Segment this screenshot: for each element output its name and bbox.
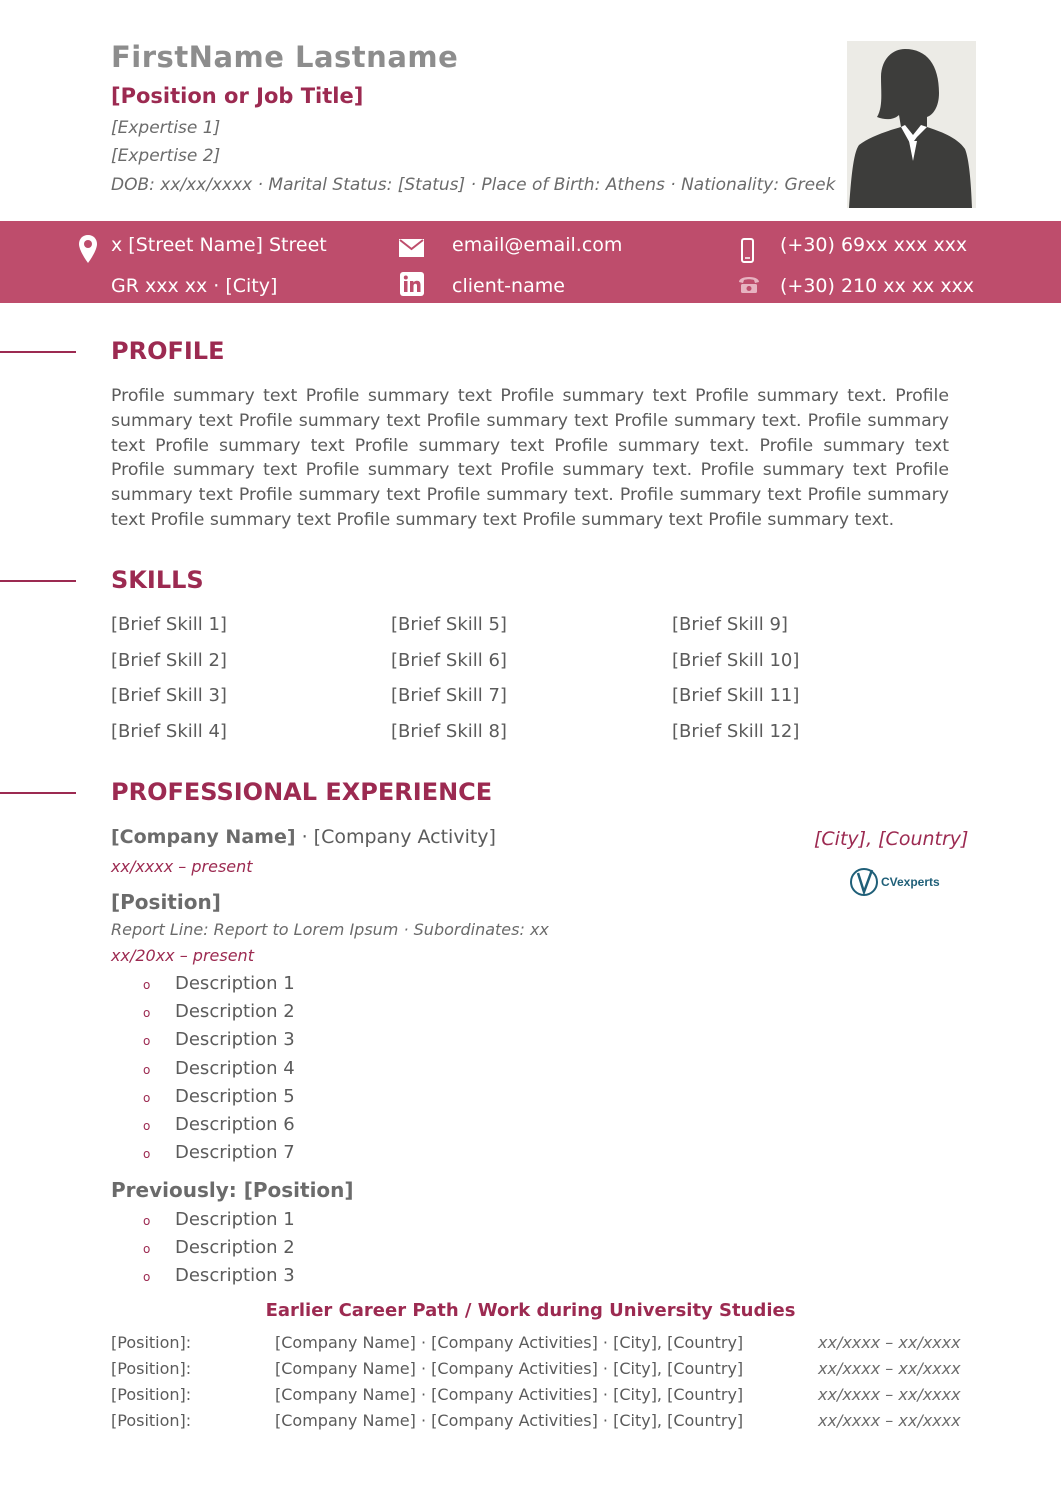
personal-details: DOB: xx/xx/xxxx · Marital Status: [Status] · Place of Birth: Athens · Nationality: Greek — [111, 175, 836, 195]
section-divider — [0, 351, 76, 353]
bullet-icon: o — [143, 978, 151, 992]
career-dates: xx/xxxx – xx/xxxx — [818, 1411, 961, 1430]
career-dates: xx/xxxx – xx/xxxx — [818, 1333, 961, 1352]
skill-item: [Brief Skill 6] — [391, 650, 507, 671]
career-company: [Company Name] · [Company Activities] · [City], [Country] — [275, 1359, 744, 1378]
skill-item: [Brief Skill 11] — [672, 685, 800, 706]
address-line-2: GR xxx xx · [City] — [111, 275, 278, 297]
job-title: [Position or Job Title] — [111, 84, 364, 108]
avatar-silhouette-icon — [847, 41, 976, 208]
company-location: [City], [Country] — [814, 828, 969, 850]
skill-item: [Brief Skill 7] — [391, 685, 507, 706]
career-position: [Position]: — [111, 1359, 192, 1378]
description-item: Description 3 — [175, 1029, 295, 1050]
candidate-name: FirstName Lastname — [111, 40, 459, 74]
expertise-1: [Expertise 1] — [111, 118, 221, 138]
company-dates: xx/xxxx – present — [111, 857, 253, 876]
career-position: [Position]: — [111, 1333, 192, 1352]
description-item: Description 3 — [175, 1265, 295, 1286]
description-item: Description 5 — [175, 1086, 295, 1107]
company-line — [111, 826, 496, 848]
mobile-number: (+30) 69xx xxx xxx — [780, 234, 968, 256]
description-item: Description 2 — [175, 1237, 295, 1258]
skill-item: [Brief Skill 5] — [391, 614, 507, 635]
linkedin-icon — [400, 272, 424, 300]
company-name: [Company Name] — [111, 826, 296, 848]
section-heading-skills: SKILLS — [111, 566, 204, 594]
skill-item: [Brief Skill 1] — [111, 614, 227, 635]
career-position: [Position]: — [111, 1411, 192, 1430]
skill-item: [Brief Skill 3] — [111, 685, 227, 706]
section-divider — [0, 580, 76, 582]
cvexperts-logo — [849, 866, 949, 898]
position-dates: xx/20xx – present — [111, 946, 254, 965]
career-company: [Company Name] · [Company Activities] · [City], [Country] — [275, 1385, 744, 1404]
bullet-icon: o — [143, 1270, 151, 1284]
mobile-phone-icon — [741, 238, 754, 267]
description-item: Description 1 — [175, 1209, 295, 1230]
skill-item: [Brief Skill 12] — [672, 721, 800, 742]
company-activity: · [Company Activity] — [295, 826, 496, 848]
career-company: [Company Name] · [Company Activities] · [City], [Country] — [275, 1411, 744, 1430]
previous-position: Previously: [Position] — [111, 1178, 354, 1202]
bullet-icon: o — [143, 1006, 151, 1020]
linkedin-link[interactable]: client-name — [452, 275, 565, 297]
section-heading-experience: PROFESSIONAL EXPERIENCE — [111, 778, 493, 806]
profile-photo — [847, 41, 976, 208]
profile-summary: Profile summary text Profile summary text Profile summary text Profile summary text. Profile summary text Profile summary text Profile summary text Profile summary text. Profile summary text Profile summary text Profile summary text Profile summary text. Profile summary text Profile summary text Profile summary text Profile summary text. Profile summary text Profile summary text Profile summary text Profile summary text. Profile summary text Profile summary text Profile summary text Profile summary text Profile summary text Profile summary text. — [111, 386, 949, 530]
description-item: Description 1 — [175, 973, 295, 994]
bullet-icon: o — [143, 1034, 151, 1048]
skill-item: [Brief Skill 9] — [672, 614, 788, 635]
section-heading-profile: PROFILE — [111, 337, 225, 365]
description-item: Description 4 — [175, 1058, 295, 1079]
skill-item: [Brief Skill 4] — [111, 721, 227, 742]
skill-item: [Brief Skill 2] — [111, 650, 227, 671]
email-link[interactable]: email@email.com — [452, 234, 623, 256]
expertise-2: [Expertise 2] — [111, 146, 221, 166]
career-dates: xx/xxxx – xx/xxxx — [818, 1385, 961, 1404]
bullet-icon: o — [143, 1242, 151, 1256]
phone-number: (+30) 210 xx xx xxx — [780, 275, 975, 297]
envelope-icon — [399, 239, 424, 261]
skill-item: [Brief Skill 8] — [391, 721, 507, 742]
bullet-icon: o — [143, 1147, 151, 1161]
location-pin-icon — [78, 234, 98, 268]
career-company: [Company Name] · [Company Activities] · [City], [Country] — [275, 1333, 744, 1352]
report-line: Report Line: Report to Lorem Ipsum · Subordinates: xx — [111, 920, 549, 939]
bullet-icon: o — [143, 1091, 151, 1105]
earlier-career-heading: Earlier Career Path / Work during University Studies — [265, 1300, 796, 1321]
position-title: [Position] — [111, 890, 221, 914]
bullet-icon: o — [143, 1214, 151, 1228]
skill-item: [Brief Skill 10] — [672, 650, 800, 671]
career-dates: xx/xxxx – xx/xxxx — [818, 1359, 961, 1378]
logo-text: CVexperts — [881, 875, 940, 889]
description-item: Description 2 — [175, 1001, 295, 1022]
description-item: Description 7 — [175, 1142, 295, 1163]
section-divider — [0, 792, 76, 794]
telephone-icon — [737, 276, 761, 298]
contact-band — [0, 221, 1061, 303]
address-line-1: x [Street Name] Street — [111, 234, 327, 256]
bullet-icon: o — [143, 1063, 151, 1077]
bullet-icon: o — [143, 1119, 151, 1133]
career-position: [Position]: — [111, 1385, 192, 1404]
description-item: Description 6 — [175, 1114, 295, 1135]
